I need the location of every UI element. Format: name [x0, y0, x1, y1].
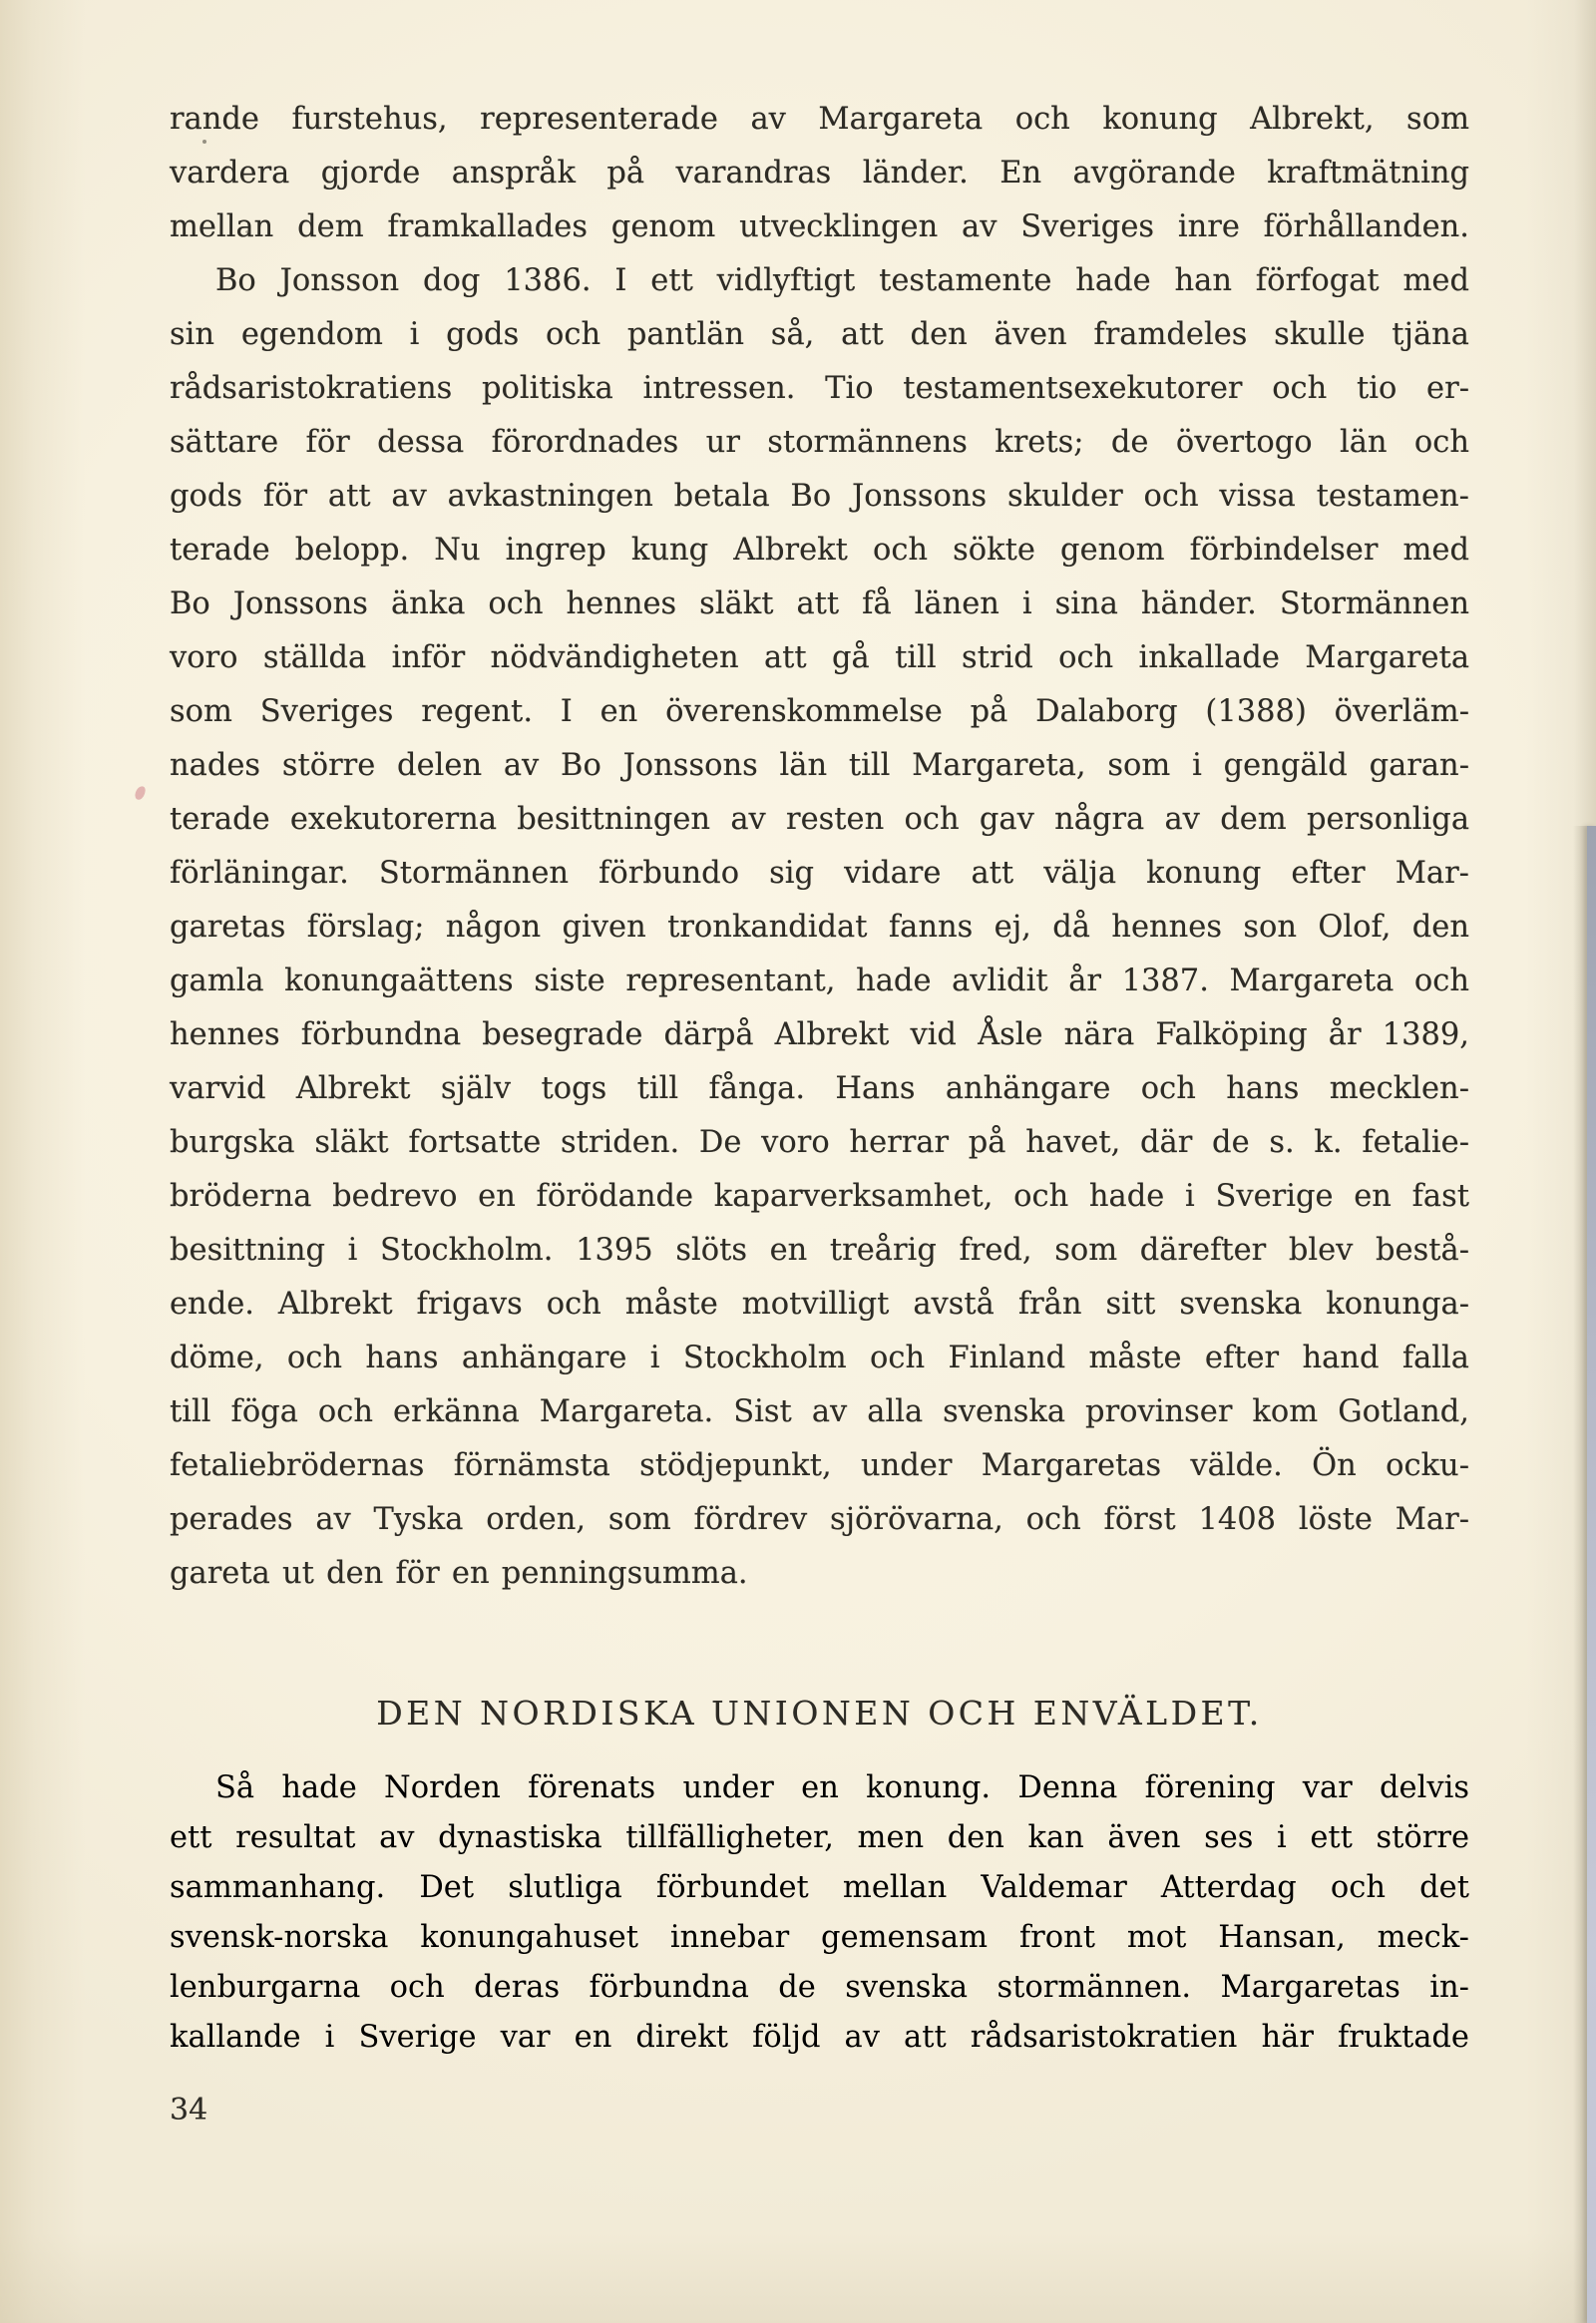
text-line: mellan dem framkallades genom utvecklingen av Sveriges inre förhållanden. [170, 209, 1469, 244]
text-line: besittning i Stockholm. 1395 slöts en treårig fred, som därefter blev bestå- [170, 1233, 1469, 1268]
text-line: sammanhang. Det slutliga förbundet mellan Valdemar Atterdag och det [170, 1870, 1469, 1905]
page-edge-shadow [1573, 826, 1587, 2323]
section-heading: DEN NORDISKA UNIONEN OCH ENVÄLDET. [376, 1694, 1263, 1733]
text-line: vardera gjorde anspråk på varandras länder. En avgörande kraftmätning [170, 156, 1469, 191]
text-line: terade belopp. Nu ingrep kung Albrekt och sökte genom förbindelser med [170, 533, 1469, 568]
text-line: lenburgarna och deras förbundna de svenska stormännen. Margaretas in- [170, 1970, 1469, 2005]
page-number: 34 [170, 2093, 208, 2128]
paragraph-bo-jonsson [170, 254, 1469, 1601]
paper-stain [134, 785, 147, 801]
text-line: Bo Jonsson dog 1386. I ett vidlyftigt testamente hade han förfogat med [215, 263, 1469, 298]
text-line: hennes förbundna besegrade därpå Albrekt vid Åsle nära Falköping år 1389, [170, 1017, 1469, 1052]
text-line: garetas förslag; någon given tronkandidat fanns ej, då hennes son Olof, den [170, 910, 1469, 945]
paper-speck [202, 140, 206, 144]
text-line: döme, och hans anhängare i Stockholm och Finland måste efter hand falla [170, 1341, 1469, 1375]
text-line: Så hade Norden förenats under en konung. Denna förening var delvis [215, 1770, 1469, 1805]
text-line: fetaliebrödernas förnämsta stödjepunkt, under Margaretas välde. Ön ocku- [170, 1448, 1469, 1483]
text-line: nades större delen av Bo Jonssons län till Margareta, som i gengäld garan- [170, 748, 1469, 783]
text-line: till föga och erkänna Margareta. Sist av alla svenska provinser kom Gotland, [170, 1394, 1469, 1429]
text-line: gareta ut den för en penningsumma. [170, 1556, 748, 1591]
paragraph-union [170, 1763, 1469, 2063]
text-line: ett resultat av dynastiska tillfälligheter, men den kan även ses i ett större [170, 1820, 1469, 1855]
text-line: ende. Albrekt frigavs och måste motvilligt avstå från sitt svenska konunga- [170, 1287, 1469, 1322]
text-line: gods för att av avkastningen betala Bo Jonssons skulder och vissa testamen- [170, 479, 1469, 514]
text-line: som Sveriges regent. I en överenskommelse på Dalaborg (1388) överläm- [170, 694, 1469, 729]
text-line: förläningar. Stormännen förbundo sig vidare att välja konung efter Mar- [170, 856, 1469, 891]
text-line: bröderna bedrevo en förödande kaparverksamhet, och hade i Sverige en fast [170, 1179, 1469, 1214]
text-line: varvid Albrekt själv togs till fånga. Hans anhängare och hans mecklen- [170, 1071, 1469, 1106]
text-line: gamla konungaättens siste representant, hade avlidit år 1387. Margareta och [170, 964, 1469, 998]
text-column [170, 93, 1469, 1601]
text-line: sin egendom i gods och pantlän så, att den även framdeles skulle tjäna [170, 317, 1469, 352]
text-line: burgska släkt fortsatte striden. De voro herrar på havet, där de s. k. fetalie- [170, 1125, 1469, 1160]
text-line: perades av Tyska orden, som fördrev sjörövarna, och först 1408 löste Mar- [170, 1502, 1469, 1537]
text-line: Bo Jonssons änka och hennes släkt att få länen i sina händer. Stormännen [170, 586, 1469, 621]
text-line: sättare för dessa förordnades ur stormännens krets; de övertogo län och [170, 425, 1469, 460]
text-line: svensk-norska konungahuset innebar gemensam front mot Hansan, meck- [170, 1920, 1469, 1955]
paper-speck [245, 230, 250, 233]
text-line: rådsaristokratiens politiska intressen. Tio testamentsexekutorer och tio er- [170, 371, 1469, 406]
text-line: kallande i Sverige var en direkt följd av att rådsaristokratien här fruktade [170, 2020, 1469, 2055]
text-line: voro ställda inför nödvändigheten att gå till strid och inkallade Margareta [170, 640, 1469, 675]
book-edge-strip [1587, 826, 1596, 2323]
text-line: terade exekutorerna besittningen av resten och gav några av dem personliga [170, 802, 1469, 837]
paragraph-carryover [170, 93, 1469, 254]
text-line: rande furstehus, representerade av Margareta och konung Albrekt, som [170, 102, 1469, 137]
